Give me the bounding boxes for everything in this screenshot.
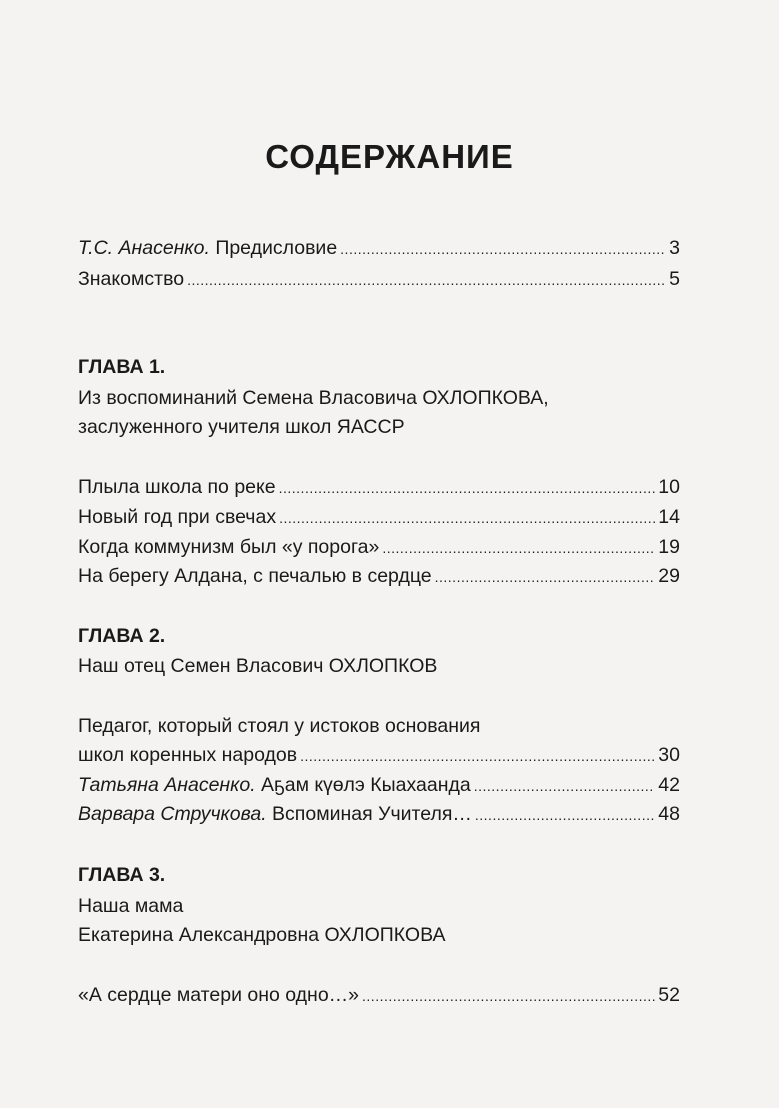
toc-entry-title: «А сердце матери оно одно…» <box>78 984 360 1006</box>
chapter-2-heading: ГЛАВА 2. <box>78 625 166 647</box>
chapter-3-subtitle: Наша мама <box>78 895 184 917</box>
toc-entry-text <box>78 802 472 826</box>
chapter-3-subtitle: Екатерина Александровна ОХЛОПКОВА <box>78 924 446 946</box>
leader-dots <box>474 774 656 798</box>
toc-entry-title: школ коренных народов <box>78 744 298 766</box>
leader-dots <box>279 506 655 530</box>
toc-entry-page: 29 <box>658 565 680 587</box>
toc-entry[interactable] <box>78 802 680 827</box>
toc-entry-page: 30 <box>658 744 680 766</box>
toc-entry-page: 42 <box>658 774 680 796</box>
leader-dots <box>340 237 666 261</box>
toc-entry-title: Предисловие <box>209 237 338 259</box>
toc-entry-title: Знакомство <box>78 268 185 290</box>
toc-entry-page: 48 <box>658 803 680 825</box>
toc-entry[interactable] <box>78 983 680 1008</box>
toc-entry-title: На берегу Алдана, с печалью в сердце <box>78 565 432 587</box>
chapter-1-subtitle: Из воспоминаний Семена Власовича ОХЛОПКОВА, <box>78 387 549 409</box>
toc-entry-page: 19 <box>658 536 680 558</box>
toc-entry[interactable] <box>78 475 680 500</box>
toc-entry-preface[interactable] <box>78 236 680 261</box>
toc-entry-page: 3 <box>669 237 680 259</box>
toc-entry-text <box>78 236 337 260</box>
toc-entry-title: Новый год при свечах <box>78 506 277 528</box>
toc-entry-author: Татьяна Анасенко. <box>78 774 256 796</box>
toc-entry-page: 5 <box>669 268 680 290</box>
toc-entry-title: Плыла школа по реке <box>78 476 276 498</box>
toc-entry[interactable] <box>78 505 680 530</box>
leader-dots <box>435 565 656 589</box>
toc-entry-title: Когда коммунизм был «у порога» <box>78 536 380 558</box>
chapter-1-heading: ГЛАВА 1. <box>78 356 166 378</box>
leader-dots <box>475 803 655 827</box>
toc-entry[interactable] <box>78 564 680 589</box>
chapter-3-heading: ГЛАВА 3. <box>78 864 166 886</box>
leader-dots <box>187 268 666 292</box>
toc-entry-page: 14 <box>658 506 680 528</box>
toc-entry-line: Педагог, который стоял у истоков основания <box>78 715 481 737</box>
leader-dots <box>300 744 655 768</box>
leader-dots <box>382 536 655 560</box>
toc-entry-page: 52 <box>658 984 680 1006</box>
toc-entry-title: Вспоминая Учителя… <box>266 803 472 825</box>
toc-entry-text <box>78 773 471 797</box>
chapter-1-subtitle: заслуженного учителя школ ЯАССР <box>78 416 405 438</box>
toc-entry-author: Варвара Стручкова. <box>78 803 267 825</box>
leader-dots <box>362 984 655 1008</box>
toc-entry-text <box>78 267 184 291</box>
toc-entry-page: 10 <box>658 476 680 498</box>
toc-entry-title: Аҕам күөлэ Кыахаанда <box>255 774 471 796</box>
toc-entry[interactable] <box>78 535 680 560</box>
chapter-2-subtitle: Наш отец Семен Власович ОХЛОПКОВ <box>78 655 438 677</box>
page-title: СОДЕРЖАНИЕ <box>265 138 514 175</box>
toc-entry-acquaintance[interactable] <box>78 267 680 292</box>
toc-entry-author: Т.С. Анасенко. <box>78 237 210 259</box>
toc-entry[interactable] <box>78 773 680 798</box>
leader-dots <box>279 476 656 500</box>
toc-entry[interactable] <box>78 743 680 768</box>
